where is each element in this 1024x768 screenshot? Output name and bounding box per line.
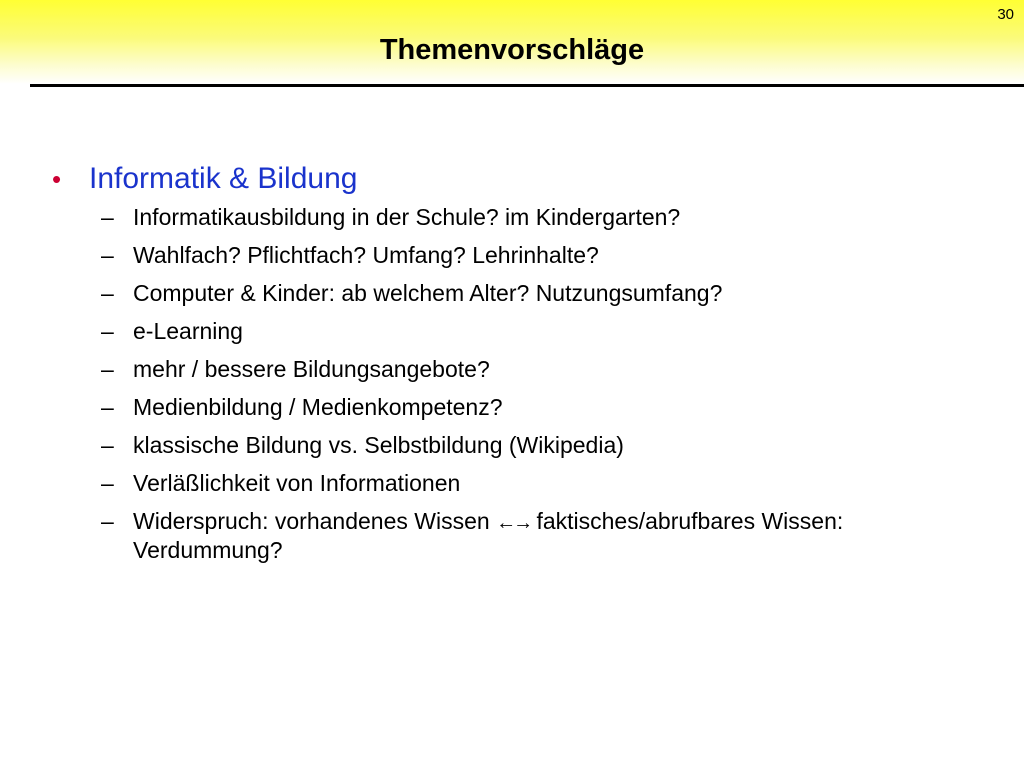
dash-icon: – [101,432,114,458]
sub-point [0,318,933,345]
dash-icon: – [101,356,114,382]
slide-content [0,160,1024,575]
sub-point-text: Verläßlichkeit von Informationen [133,470,461,496]
main-bullet-item [0,160,1024,200]
sub-point-list [0,204,1024,564]
sub-point [0,394,933,421]
sub-point-text: Informatikausbildung in der Schule? im Kindergarten? [133,204,681,230]
slide-title: Themenvorschläge [379,34,645,66]
sub-point-text: klassische Bildung vs. Selbstbildung (Wikipedia) [133,432,624,458]
sub-point [0,432,933,459]
double-arrow-icon: ←→ [496,512,531,534]
header-rule [30,84,1024,87]
dash-icon: – [101,204,114,230]
sub-point [0,204,933,231]
sub-point-text: mehr / bessere Bildungsangebote? [133,356,490,382]
dash-icon: – [101,242,114,268]
sub-point-text: e-Learning [133,318,243,344]
sub-point [0,280,933,307]
page-number: 30 [997,6,1014,23]
sub-point [0,470,933,497]
sub-point-text-before: Widerspruch: vorhandenes Wissen [133,508,490,534]
sub-point-text: Computer & Kinder: ab welchem Alter? Nutzungsumfang? [133,280,723,306]
dash-icon: – [101,318,114,344]
dash-icon: – [101,394,114,420]
sub-point-text: Wahlfach? Pflichtfach? Umfang? Lehrinhalte? [133,242,599,268]
dash-icon: – [101,470,114,496]
dash-icon: – [101,280,114,306]
sub-point [0,356,933,383]
dash-icon: – [101,508,114,534]
sub-point-text: Medienbildung / Medienkompetenz? [133,394,503,420]
sub-point [0,508,933,564]
sub-point-text-after: faktisches/abrufbares Wissen: Verdummung? [133,508,844,563]
bullet-icon: • [52,164,62,194]
sub-point [0,242,933,269]
main-point: Informatik & Bildung [89,162,358,195]
